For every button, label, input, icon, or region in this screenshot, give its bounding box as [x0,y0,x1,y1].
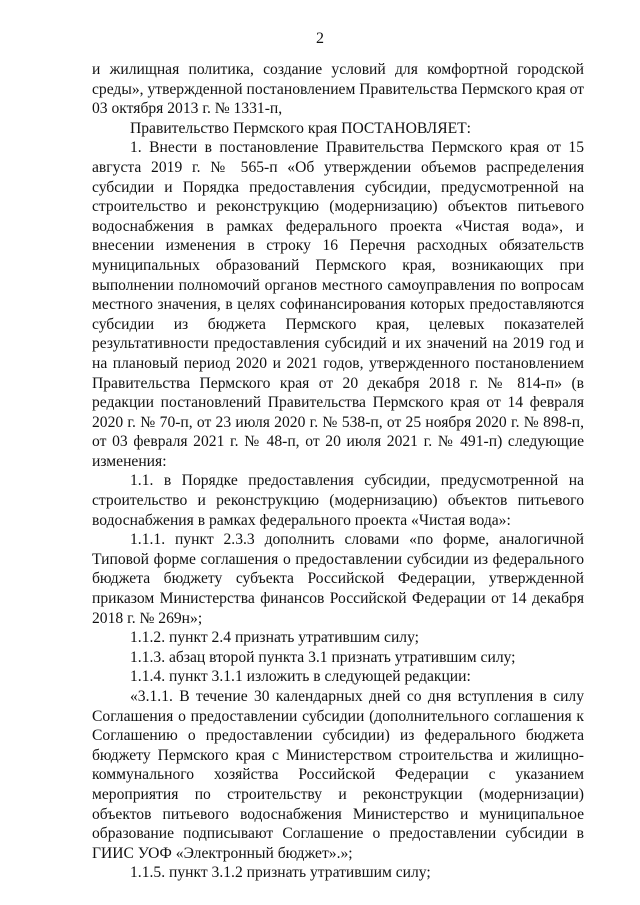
paragraph-resolves: Правительство Пермского края ПОСТАНОВЛЯЕТ: [130,119,471,137]
paragraph-item-1-1-1: 1.1.1. пункт 2.3.3 дополнить словами «по форме, аналогичной Типовой форме соглашения о предоставлении субсидии из федерального бюджета бюджету субъекта Российской Федерации, утвержденной приказом Министерства финансов Российской Федерации от 14 декабря 2018 г. № 269н»; [92,531,584,627]
page-number: 2 [316,30,324,47]
document-body [92,60,584,883]
paragraph-item-1-1-2: 1.1.2. пункт 2.4 признать утратившим силу; [130,629,420,647]
paragraph-item-1-1-4: 1.1.4. пункт 3.1.1 изложить в следующей редакции: [130,668,471,686]
paragraph-item-1: 1. Внести в постановление Правительства Пермского края от 15 августа 2019 г. № 565-п «Об утверждении объемов распределения субсидии и Порядка предоставления субсидии, предусмотренной на строительство и реконструкцию (модернизацию) объектов питьевого водоснабжения в рамках федерального проекта «Чистая вода», и внесении изменения в строку 16 Перечня расходных обязательств муниципальных образований Пермского края, возникающих при выполнении полномочий органов местного самоуправления по вопросам местного значения, в целях софинансирования которых предоставляются субсидии из бюджета Пермского края, целевых показателей результативности предоставления субсидий и их значений на 2019 год и на плановый период 2020 и 2021 годов, утвержденного постановлением Правительства Пермского края от 20 декабря 2018 г. № 814-п» (в редакции постановлений Правительства Пермского края от 14 февраля 2020 г. № 70-п, от 23 июля 2020 г. № 538-п, от 25 ноября 2020 г. № 898-п, от 03 февраля 2021 г. № 48-п, от 20 июля 2021 г. № 491-п) следующие изменения: [92,139,584,470]
paragraph-quoted-3-1-1: «3.1.1. В течение 30 календарных дней со дня вступления в силу Соглашения о предоставлении субсидии (дополнительного соглашения к Соглашению о предоставлении субсидии) из федерального бюджета бюджету Пермского края с Министерством строительства и жилищно-коммунального хозяйства Российской Федерации с указанием мероприятия по строительству и реконструкции (модернизации) объектов питьевого водоснабжения Министерство и муниципальное образование подписывают Соглашение о предоставлении субсидии в ГИИС УОФ «Электронный бюджет».»; [92,688,584,862]
paragraph-item-1-1: 1.1. в Порядке предоставления субсидии, предусмотренной на строительство и реконструкцию (модернизацию) объектов питьевого водоснабжения в рамках федерального проекта «Чистая вода»: [92,472,584,529]
paragraph-item-1-1-5: 1.1.5. пункт 3.1.2 признать утратившим силу; [130,864,431,882]
paragraph-item-1-1-3: 1.1.3. абзац второй пункта 3.1 признать утратившим силу; [130,648,516,666]
paragraph-intro-continuation: и жилищная политика, создание условий для комфортной городской среды», утвержденной постановлением Правительства Пермского края от 03 октября 2013 г. № 1331-п, [92,61,584,118]
